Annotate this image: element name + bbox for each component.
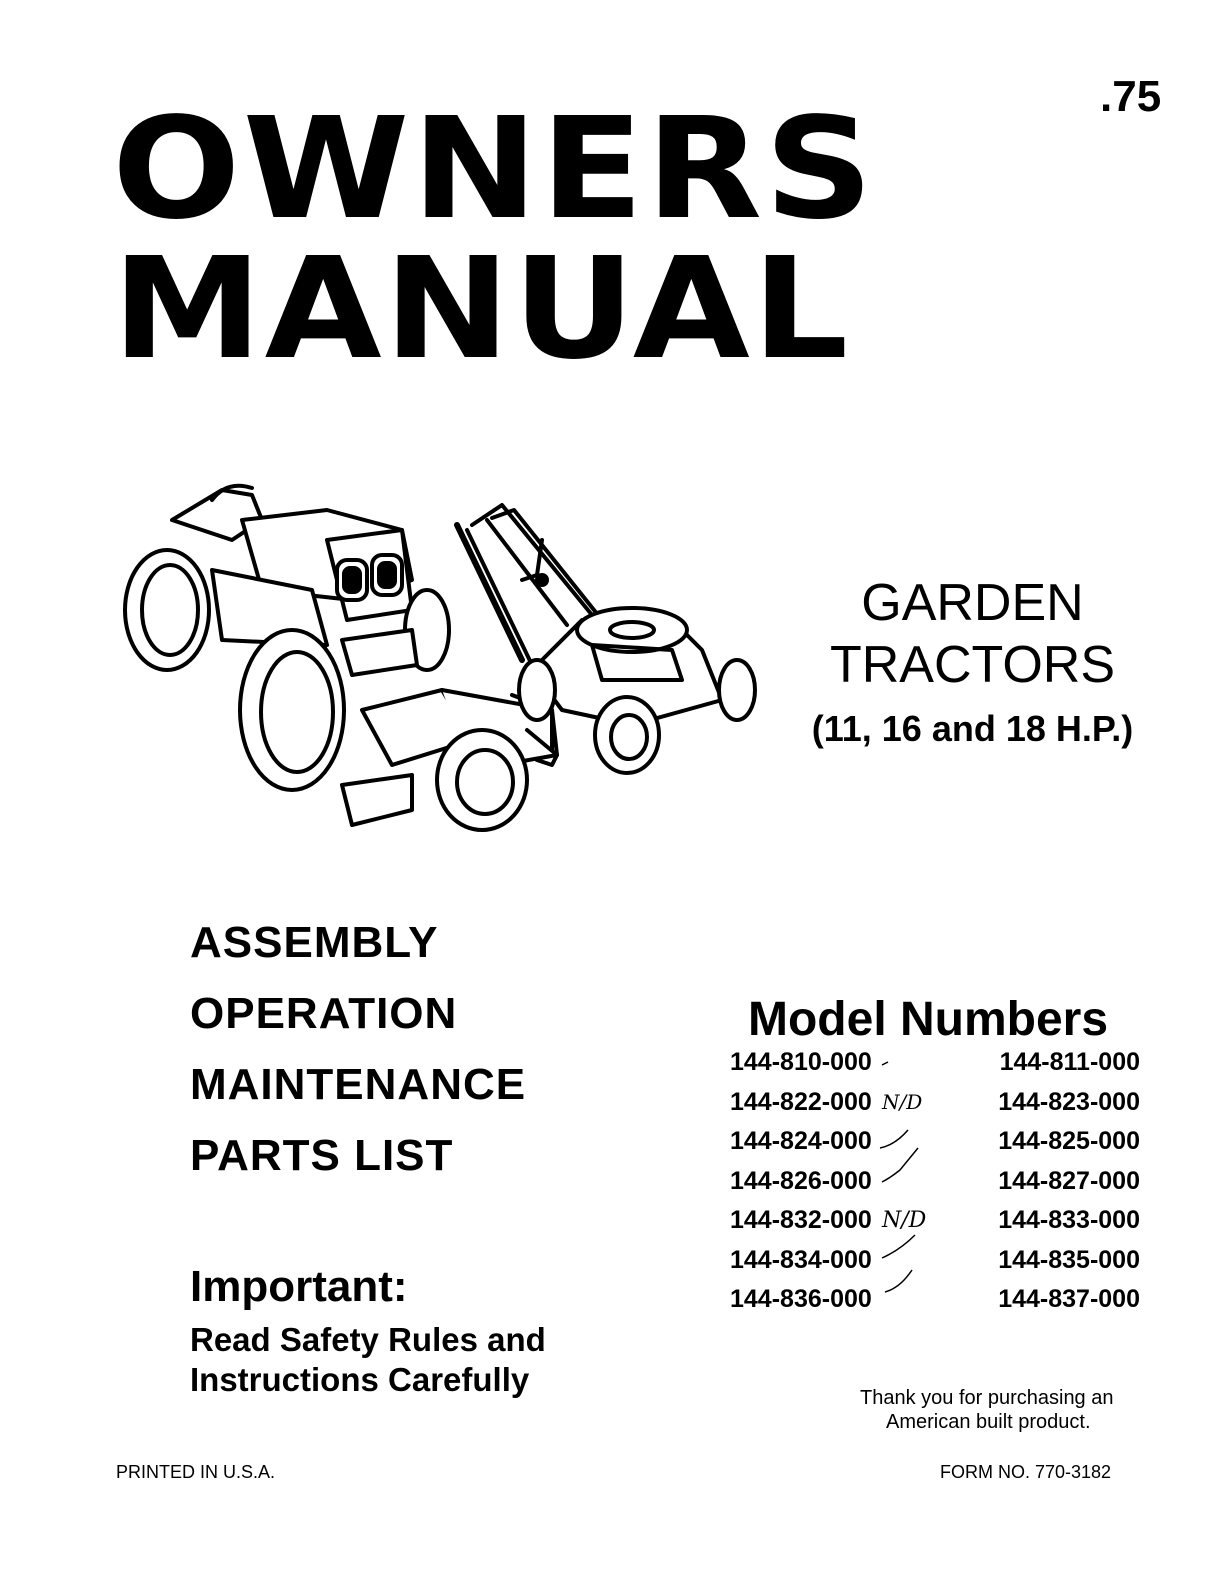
section-assembly: ASSEMBLY xyxy=(190,918,439,967)
model-number: 144-837-000 xyxy=(998,1285,1140,1313)
model-number: 144-823-000 xyxy=(998,1087,1140,1116)
handwritten-note: N/D xyxy=(882,1208,927,1233)
product-line-3: (11, 16 and 18 H.P.) xyxy=(811,708,1134,749)
printed-in-label: PRINTED IN U.S.A. xyxy=(116,1462,276,1482)
model-number: 144-834-000 xyxy=(730,1245,872,1274)
form-number: FORM NO. 770-3182 xyxy=(940,1462,1112,1482)
important-heading: Important: xyxy=(190,1262,408,1311)
section-parts-list: PARTS LIST xyxy=(190,1131,454,1180)
tractor-tiller-mower-illustration xyxy=(112,480,762,840)
model-number: 144-826-000 xyxy=(730,1166,872,1195)
model-number: 144-822-000 xyxy=(730,1087,872,1116)
important-body xyxy=(190,1320,546,1400)
important-line-2: Instructions Carefully xyxy=(190,1361,530,1398)
price-label: .75 xyxy=(1100,72,1162,121)
product-line-2: TRACTORS xyxy=(829,636,1116,694)
model-number: 144-836-000 xyxy=(730,1285,872,1313)
model-number: 144-810-000 xyxy=(730,1048,872,1076)
section-operation: OPERATION xyxy=(190,989,458,1038)
handwritten-note: N/D xyxy=(882,1090,923,1114)
handwritten-checkmarks-icon xyxy=(870,1030,950,1320)
thank-you-note xyxy=(860,1386,1114,1434)
model-number: 144-827-000 xyxy=(998,1166,1140,1195)
important-line-1: Read Safety Rules and xyxy=(190,1321,546,1358)
model-number: 144-824-000 xyxy=(730,1127,872,1155)
model-number: 144-835-000 xyxy=(998,1245,1140,1274)
section-list xyxy=(190,918,526,1202)
model-number: 144-825-000 xyxy=(998,1127,1140,1155)
title-line-1: OWNERS xyxy=(112,88,876,251)
title-line-2: MANUAL xyxy=(112,228,851,391)
thanks-line-1: Thank you for purchasing an xyxy=(860,1387,1114,1409)
section-maintenance: MAINTENANCE xyxy=(190,1060,527,1109)
model-number: 144-811-000 xyxy=(999,1048,1140,1076)
model-number: 144-832-000 xyxy=(730,1206,872,1234)
product-title xyxy=(800,572,1145,750)
model-number: 144-833-000 xyxy=(998,1206,1140,1234)
model-numbers-heading: Model Numbers xyxy=(748,993,1109,1046)
thanks-line-2: American built product. xyxy=(886,1411,1091,1433)
product-line-1: GARDEN xyxy=(861,574,1084,632)
